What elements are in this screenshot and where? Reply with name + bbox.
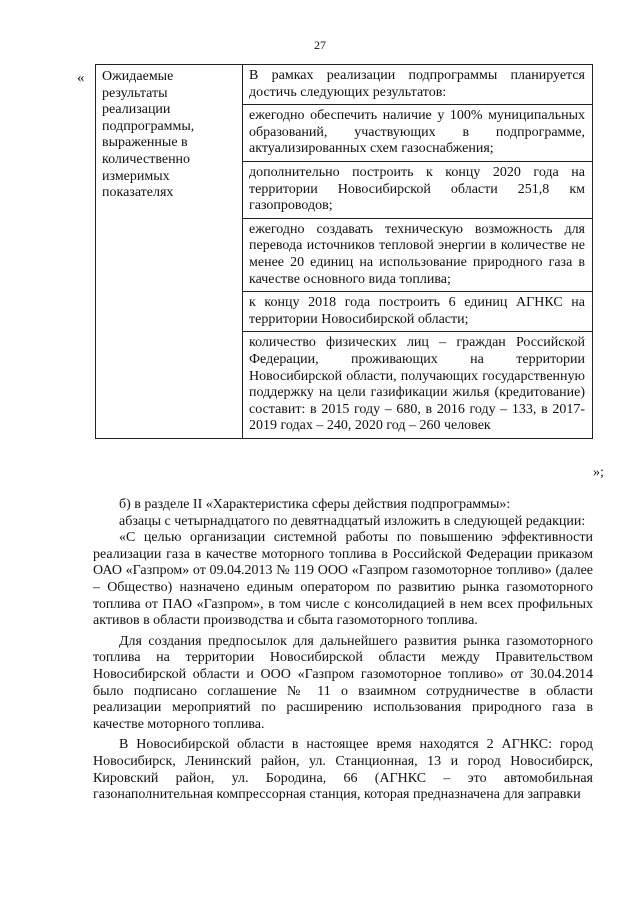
paragraph-agnks-stations: В Новосибирской области в настоящее время находятся 2 АГНКС: город Новосибирск, Ленинский район, ул. Станционная, 13 и город Новосибирск, Кировский район, ул. Бородина, 66 (АГНКС – это автомобильная газонаполнительная компрессорная станция, которая предназначена для заправки bbox=[93, 737, 593, 803]
table-row bbox=[96, 65, 593, 439]
result-item-4: к концу 2018 года построить 6 единиц АГНКС на территории Новосибирской области; bbox=[243, 291, 592, 331]
result-intro: В рамках реализации подпрограммы планируется достичь следующих результатов: bbox=[249, 68, 585, 100]
expected-results-label: Ожидаемые результаты реализации подпрограммы, выраженные в количественно измеримых показателях bbox=[102, 69, 195, 201]
body-text bbox=[93, 497, 593, 804]
subprogram-passport-table bbox=[95, 64, 593, 439]
paragraph-section-ref: б) в разделе II «Характеристика сферы действия подпрограммы»: bbox=[119, 497, 511, 512]
paragraph-instruction: абзацы с четырнадцатого по девятнадцатый изложить в следующей редакции: bbox=[119, 513, 586, 529]
label-cell bbox=[96, 65, 243, 439]
opening-quote-mark: « bbox=[77, 70, 85, 86]
result-item-1: ежегодно обеспечить наличие у 100% муниципальных образований, участвующих в подпрограмме, актуализированных схем газоснабжения; bbox=[243, 104, 592, 161]
result-item-5: количество физических лиц – граждан Российской Федерации, проживающих на территории Новосибирской области, получающих государственную поддержку на цели газификации жилья (кредитование) составит: в 2015 году – 680, в 2016 году – 133, в 2017-2019 годах – 240, 2020 год – 260 человек bbox=[243, 331, 592, 438]
paragraph-agreement: Для создания предпосылок для дальнейшего развития рынка газомоторного топлива на территории Новосибирской области между Правительством Новосибирской области и ООО «Газпром газомоторное топливо» от 30.04.2014 было подписано соглашение № 11 о взаимном сотрудничестве в области реализации мероприятий по расширению использования природного газа в качестве моторного топлива. bbox=[93, 633, 593, 732]
result-item-3: ежегодно создавать техническую возможность для перевода источников тепловой энергии в количестве не менее 20 единиц на использование природного газа в качестве основного вида топлива; bbox=[243, 218, 592, 291]
values-cell bbox=[243, 65, 593, 439]
page-number: 27 bbox=[314, 38, 326, 52]
paragraph-gazprom-operator: «С целью организации системной работы по повышению эффективности реализации газа в качестве моторного топлива в Российской Федерации приказом ОАО «Газпром» от 09.04.2013 № 119 ООО «Газпром газомоторное топливо» (далее – Общество) назначено единым оператором по развитию рынка газомоторного топлива от ПАО «Газпром», в том числе с консолидацией в нем всех профильных активов в области производства и сбыта газомоторного топлива. bbox=[93, 530, 593, 629]
closing-quote-mark: »; bbox=[593, 465, 604, 480]
result-item-2: дополнительно построить к концу 2020 года на территории Новосибирской области 251,8 км газопроводов; bbox=[243, 161, 592, 218]
